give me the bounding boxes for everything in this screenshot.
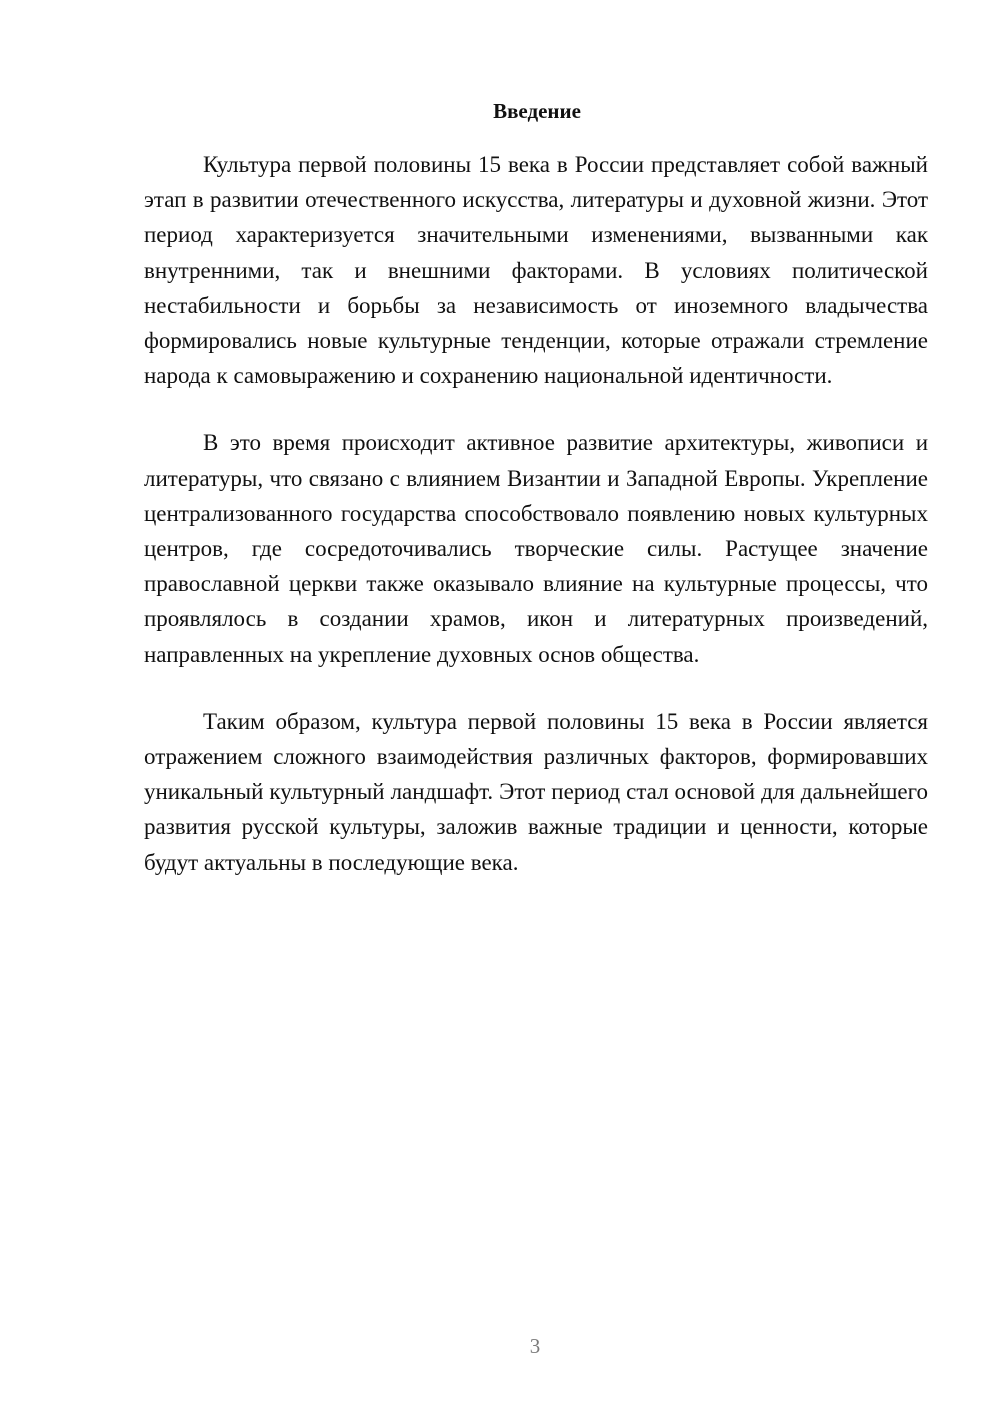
paragraph-3: Таким образом, культура первой половины 15 века в России является отражением сложного взаимодействия различных факторов, формировавших уникальный культурный ландшафт. Этот период стал основой для дальнейшего развития русской культуры, заложив важные традиции и ценности, которые будут актуальны в последующие века. bbox=[144, 708, 928, 875]
page-number: 3 bbox=[529, 1334, 541, 1358]
section-title: Введение bbox=[493, 99, 581, 123]
page-content bbox=[144, 94, 928, 912]
paragraph-1: Культура первой половины 15 века в России представляет собой важный этап в развитии отечественного искусства, литературы и духовной жизни. Этот период характеризуется значительными изменениями, вызванными как внутренними, так и внешними факторами. В условиях политической нестабильности и борьбы за независимость от иноземного владычества формировались новые культурные тенденции, которые отражали стремление народа к самовыражению и сохранению национальной идентичности. bbox=[144, 152, 928, 389]
paragraph-2: В это время происходит активное развитие архитектуры, живописи и литературы, что связано с влиянием Византии и Западной Европы. Укрепление централизованного государства способствовало появлению новых культурных центров, где сосредоточивались творческие силы. Растущее значение православной церкви также оказывало влияние на культурные процессы, что проявлялось в создании храмов, икон и литературных произведений, направленных на укрепление духовных основ общества. bbox=[144, 430, 928, 667]
